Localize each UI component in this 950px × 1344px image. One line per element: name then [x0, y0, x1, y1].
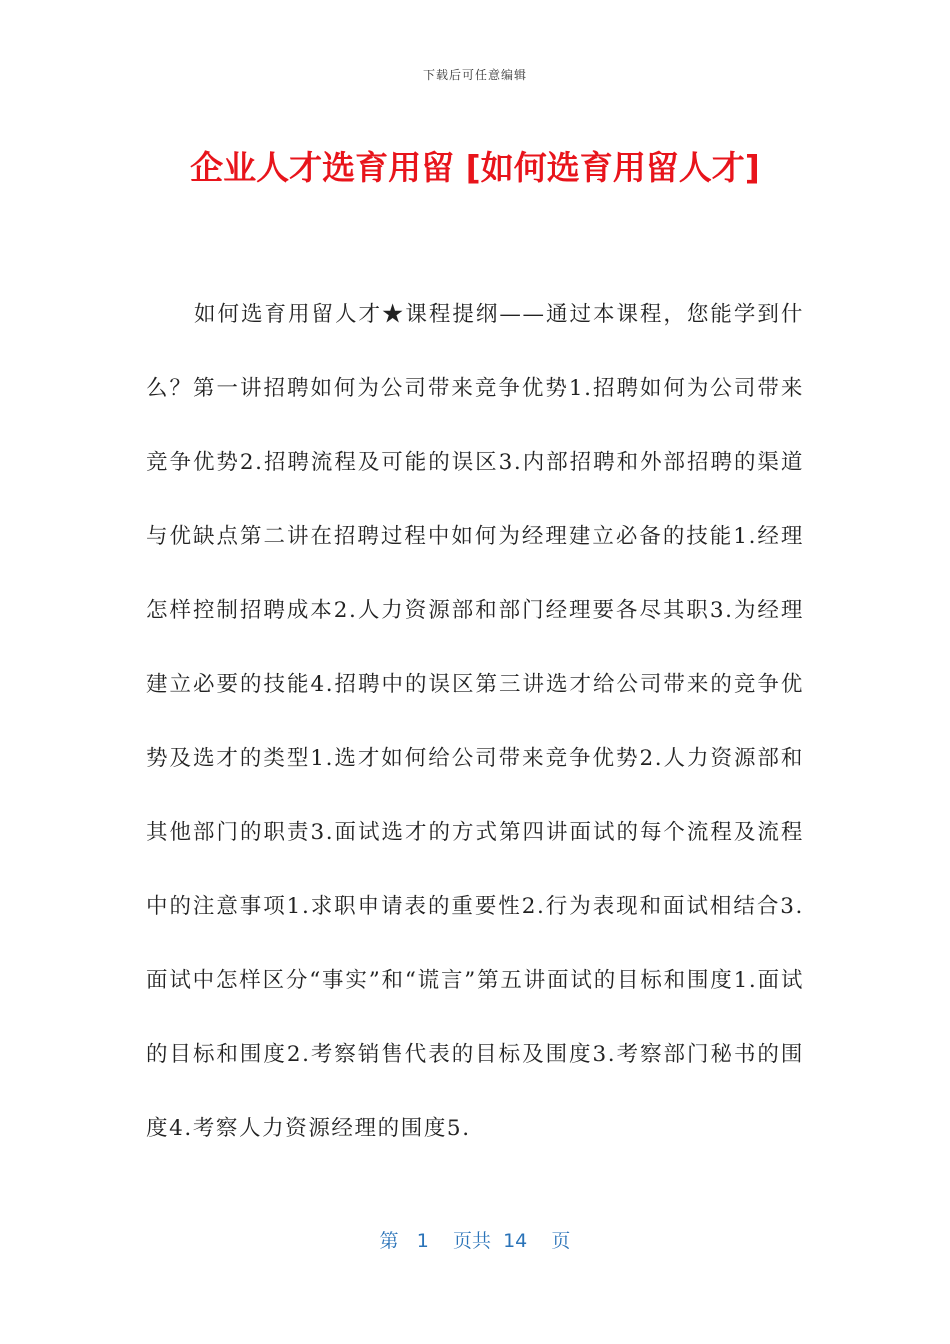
page-middle: 页共: [452, 1230, 491, 1252]
page-prefix: 第: [379, 1230, 399, 1252]
header-note: 下载后可任意编辑: [422, 68, 527, 82]
page-footer: [0, 1226, 950, 1253]
page-suffix: 页: [551, 1230, 571, 1252]
document-title: 企业人才选育用留 [如何选育用留人才]: [190, 148, 760, 187]
document-body: 如何选育用留人才★课程提纲——通过本课程，您能学到什么？第一讲招聘如何为公司带来竞争优势1.招聘如何为公司带来竞争优势2.招聘流程及可能的误区3.内部招聘和外部招聘的渠道与优缺点第二讲在招聘过程中如何为经理建立必备的技能1.经理怎样控制招聘成本2.人力资源部和部门经理要各尽其职3.为经理建立必要的技能4.招聘中的误区第三讲选才给公司带来的竞争优势及选才的类型1.选才如何给公司带来竞争优势2.人力资源部和其他部门的职责3.面试选才的方式第四讲面试的每个流程及流程中的注意事项1.求职申请表的重要性2.行为表现和面试相结合3.面试中怎样区分“事实”和“谎言”第五讲面试的目标和围度1.面试的目标和围度2.考察销售代表的目标及围度3.考察部门秘书的围度4.考察人力资源经理的围度5.: [146, 302, 804, 1141]
page-total: 14: [503, 1230, 528, 1252]
page-current: 1: [416, 1230, 429, 1252]
